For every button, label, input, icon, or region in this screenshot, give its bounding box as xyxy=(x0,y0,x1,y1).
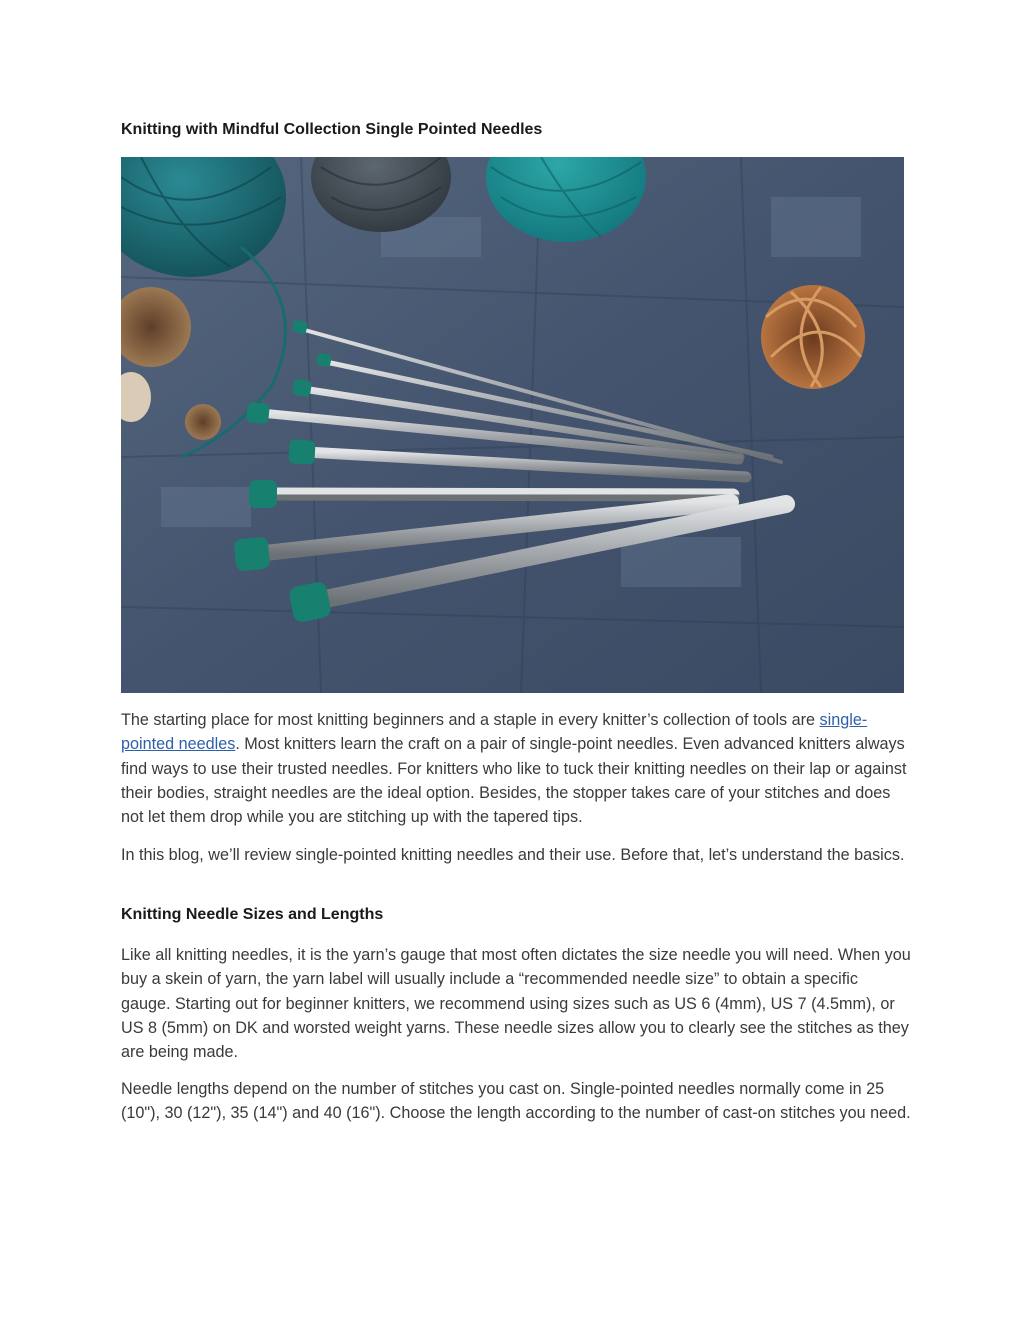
needles-photo xyxy=(121,157,904,693)
intro-paragraph-2: In this blog, we’ll review single-pointed knitting needles and their use. Before that, let’s understand the basics. xyxy=(121,846,905,864)
section-heading-sizes: Knitting Needle Sizes and Lengths xyxy=(121,906,384,923)
intro-text-start: The starting place for most knitting beginners and a staple in every knitter’s collection of tools are xyxy=(121,711,820,729)
single-pointed-needles-link[interactable]: single-pointed needles xyxy=(121,711,868,754)
intro-text-end: . Most knitters learn the craft on a pair of single-point needles. Even advanced knitters always find ways to use their trusted needles. For knitters who like to tuck their knitting needles on their lap or against their bodies, straight needles are the ideal option. Besides, the stopper takes care of your stitches and does not let them drop while you are stitching up with the tapered tips. xyxy=(121,735,907,827)
intro-paragraph xyxy=(121,708,911,829)
lengths-paragraph: Needle lengths depend on the number of stitches you cast on. Single-pointed needles normally come in 25 (10"), 30 (12"), 35 (14") and 40 (16"). Choose the length according to the number of cast-on stitches you need. xyxy=(121,1080,911,1123)
article-title: Knitting with Mindful Collection Single Pointed Needles xyxy=(121,121,543,138)
sizes-paragraph: Like all knitting needles, it is the yarn’s gauge that most often dictates the size needle you will need. When you buy a skein of yarn, the yarn label will usually include a “recommended needle size” to obtain a specific gauge. Starting out for beginner knitters, we recommend using sizes such as US 6 (4mm), US 7 (4.5mm), or US 8 (5mm) on DK and worsted weight yarns. These needle sizes allow you to clearly see the stitches as they are being made. xyxy=(121,946,911,1062)
